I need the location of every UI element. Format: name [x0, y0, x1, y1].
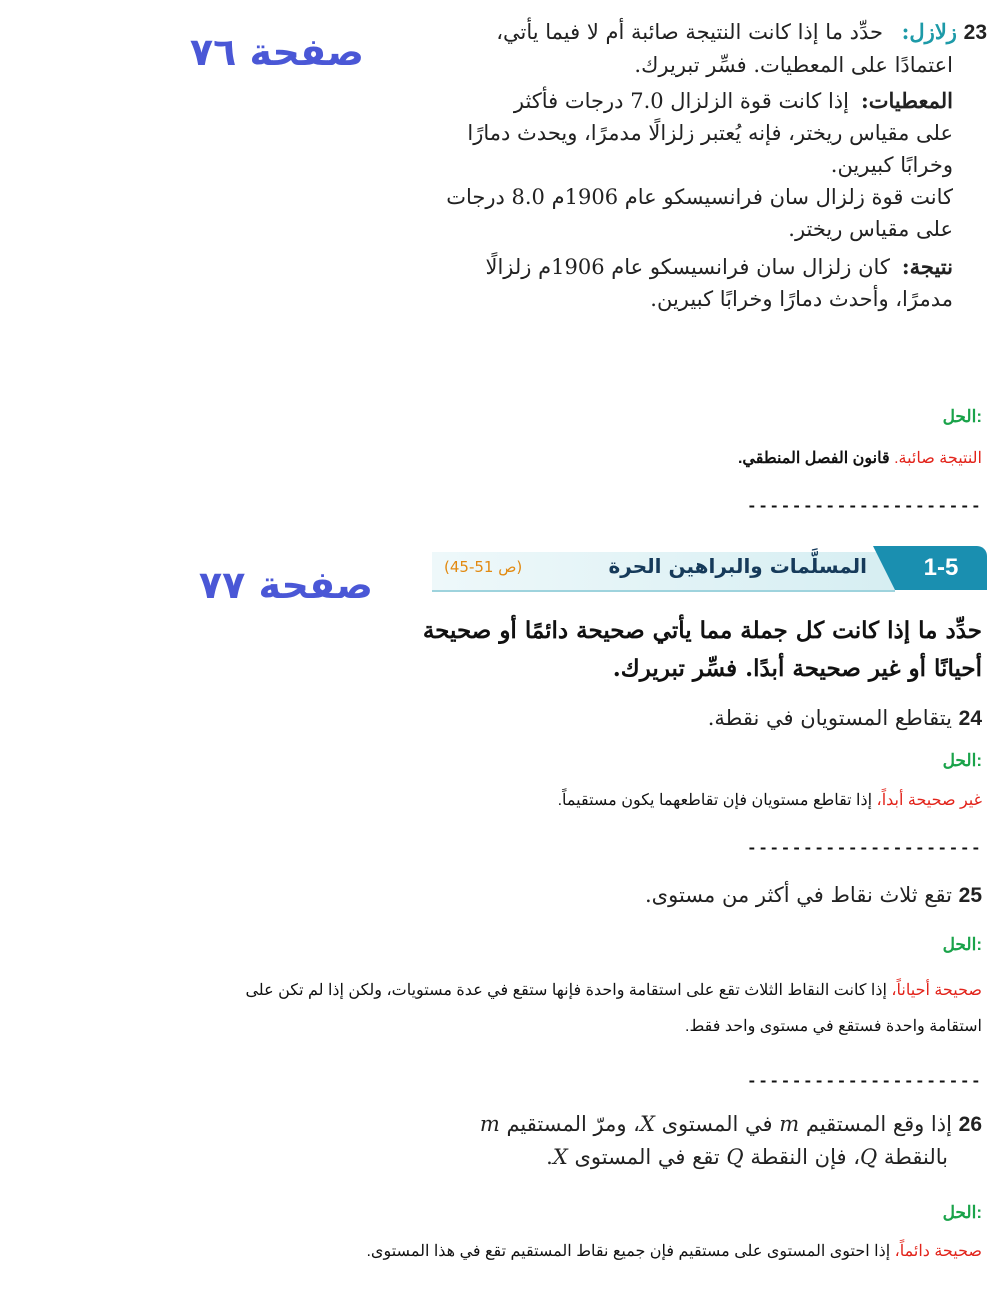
- conclusion-label: نتيجة:: [901, 254, 953, 279]
- question-23: 23 زلازل: حدِّد ما إذا كانت النتيجة صائبة أم لا فيما يأتي، اعتمادًا على المعطيات. فسِّر تبريرك. المعطيات:إذا كانت قوة الزلزال 7.0 درجات فأكثر على مقياس ريختر، فإنه يُعتبر زلزالًا مدمرًا، ويحدث دمارًا وخرابًا كبيرين. كانت قوة زلزال سان فرانسيسكو عام 1906م 8.0 درجات على مقياس ريختر. نتيجة:كان زلزال سان فرانسيسكو عام 1906م زلزالًا مدمرًا، وأحدث دمارًا وخرابًا كبيرين.: [446, 19, 987, 311]
- answer-24: غير صحيحة أبداً، إذا تقاطع مستويان فإن تقاطعهما يكون مستقيماً.: [557, 792, 982, 809]
- solution-label: الحل:: [942, 935, 982, 954]
- lesson-pages: (ص 51-45): [444, 558, 523, 576]
- lesson-title: المسلَّمات والبراهين الحرة: [608, 554, 867, 578]
- math-m: m: [479, 1112, 500, 1136]
- solution-label: الحل:: [942, 751, 982, 770]
- instructions: حدِّد ما إذا كانت كل جملة مما يأتي صحيحة دائمًا أو صحيحة أحيانًا أو غير صحيحة أبدًا. فسِّر تبريرك.: [422, 617, 982, 682]
- answer-25: صحيحة أحياناً، إذا كانت النقاط الثلاث تقع على استقامة واحدة فإنها ستقع في عدة مستويات، ولكن إذا لم تكن على استقامة واحدة فستقع في مستوى واحد فقط.: [245, 982, 982, 1035]
- question-25: 25 تقع ثلاث نقاط في أكثر من مستوى.: [645, 883, 982, 907]
- lesson-number: 1-5: [895, 546, 987, 590]
- solution-label: الحل:: [942, 1203, 982, 1222]
- question-number: 23: [963, 21, 987, 44]
- keyword-earthquakes: زلازل:: [901, 19, 957, 44]
- answer-23: النتيجة صائبة. قانون الفصل المنطقي.: [737, 450, 982, 467]
- lesson-banner: [432, 546, 987, 592]
- math-Q: Q: [726, 1145, 744, 1169]
- answer-26: صحيحة دائماً، إذا احتوى المستوى على مستقيم فإن جميع نقاط المستقيم تقع في هذا المستوى.: [366, 1243, 982, 1260]
- separator: ---------------------: [746, 498, 982, 517]
- math-Q: Q: [860, 1145, 878, 1169]
- solution-label: الحل:: [942, 407, 982, 426]
- question-26: 26 إذا وقع المستقيم m في المستوى X، ومرّ المستقيم m بالنقطة Q، فإن النقطة Q تقع في المستوى X.: [479, 1112, 982, 1169]
- page-label-77: صفحة ٧٧: [198, 563, 373, 607]
- math-m: m: [779, 1112, 800, 1136]
- question-24: 24 يتقاطع المستويان في نقطة.: [707, 706, 982, 730]
- math-X: X: [552, 1145, 568, 1169]
- page-label-76: صفحة ٧٦: [189, 30, 364, 74]
- separator: ---------------------: [746, 1073, 982, 1092]
- math-X: X: [639, 1112, 655, 1136]
- separator: ---------------------: [746, 840, 982, 859]
- given-label: المعطيات:: [861, 88, 953, 113]
